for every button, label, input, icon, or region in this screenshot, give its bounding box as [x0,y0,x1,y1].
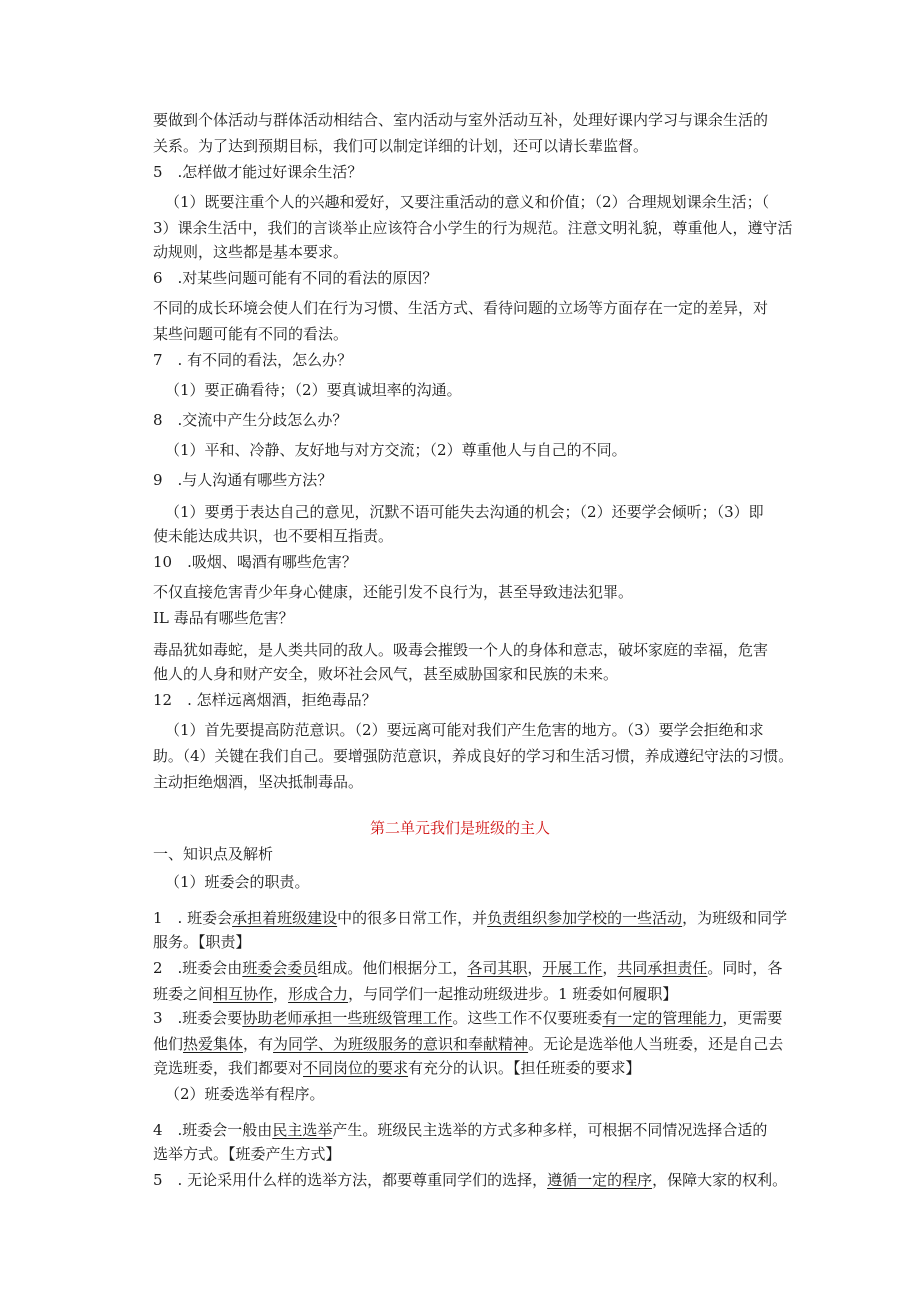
answer-line: 主动拒绝烟酒，坚决抵制毒品。 [153,773,364,791]
question-10: 10 .吸烟、喝酒有哪些危害？ [153,553,357,571]
underlined-term: 相互协作 [213,985,274,1003]
underlined-term: 民主选举 [272,1121,333,1139]
answer-line: 3）课余生活中，我们的言谈举止应该符合小学生的行为规范。注意文明礼貌，尊重他人，遵守活 [153,219,793,237]
question-12: 12 . 怎样远离烟酒，拒绝毒品？ [153,691,377,709]
underlined-term: 不同岗位的要求 [303,1059,409,1077]
underlined-term: 协助老师承担一些班级管理工作 [242,1009,453,1027]
unit-title: 第二单元我们是班级的主人 [370,819,551,837]
knowledge-item-2-cont: 班委之间相互协作，形成合力，与同学们一起推动班级进步。1 班委如何履职】 [153,985,678,1003]
paragraph-line: 关系。为了达到预期目标，我们可以制定详细的计划，还可以请长辈监督。 [153,137,649,155]
answer-line: 动规则，这些都是基本要求。 [153,243,349,261]
knowledge-item-2: 2 .班委会由班委会委员组成。他们根据分工，各司其职，开展工作，共同承担责任。同时，各 [153,959,783,977]
answer-line: （1）既要注重个人的兴趣和爱好，又要注重活动的意义和价值；（2）合理规划课余生活；（ [165,193,770,211]
underlined-term: 有一定的管理能力 [602,1009,723,1027]
question-7: 7 . 有不同的看法，怎么办？ [153,351,353,369]
answer-line: 某些问题可能有不同的看法。 [153,325,349,343]
underlined-term: 为同学、为班级服务的意识和奉献精神 [273,1035,529,1053]
answer-line: 毒品犹如毒蛇，是人类共同的敌人。吸毒会摧毁一个人的身体和意志，破坏家庭的幸福，危害 [153,641,769,659]
underlined-term: 开展工作 [542,959,603,977]
underlined-term: 负责组织参加学校的一些活动 [487,909,683,927]
knowledge-item-5: 5 . 无论采用什么样的选举方法，都要尊重同学们的选择，遵循一定的程序，保障大家的权利。 [153,1171,788,1189]
answer-line: 他人的人身和财产安全，败坏社会风气，甚至威胁国家和民族的未来。 [153,665,619,683]
question-5: 5 .怎样做才能过好课余生活？ [153,163,363,181]
underlined-term: 热爱集体 [183,1035,244,1053]
underlined-term: 各司其职 [467,959,528,977]
answer-line: 使未能达成共识，也不要相互指责。 [153,527,394,545]
knowledge-item-1: 1 . 班委会承担着班级建设中的很多日常工作，并负责组织参加学校的一些活动，为班级和同学 [153,909,788,927]
answer-line: 不仅直接危害青少年身心健康，还能引发不良行为，甚至导致违法犯罪。 [153,583,634,601]
knowledge-item-4-cont: 选举方式。【班委产生方式】 [153,1145,341,1163]
answer-line: （1）要勇于表达自己的意见，沉默不语可能失去沟通的机会；（2）还要学会倾听；（3）即 [165,503,764,521]
underlined-term: 共同承担责任 [617,959,708,977]
answer-line: （1）首先要提高防范意识。（2）要远离可能对我们产生危害的地方。（3）要学会拒绝和求 [165,721,764,739]
subsection-heading: （2）班委选举有程序。 [165,1085,325,1103]
question-11: IL 毒品有哪些危害？ [153,609,294,627]
underlined-term: 班委会委员 [242,959,318,977]
answer-line: （1）平和、冷静、友好地与对方交流；（2）尊重他人与自己的不同。 [165,441,627,459]
underlined-term: 承担着班级建设 [232,909,338,927]
answer-line: （1）要正确看待；（2）要真诚坦率的沟通。 [165,381,462,399]
knowledge-item-3-cont: 竞选班委，我们都要对不同岗位的要求有充分的认识。【担任班委的要求】 [153,1059,641,1077]
underlined-term: 遵循一定的程序 [547,1171,653,1189]
knowledge-item-3: 3 .班委会要协助老师承担一些班级管理工作。这些工作不仅要班委有一定的管理能力，更需要 [153,1009,783,1027]
question-8: 8 .交流中产生分歧怎么办？ [153,411,348,429]
question-6: 6 .对某些问题可能有不同的看法的原因？ [153,269,438,287]
paragraph-line: 要做到个体活动与群体活动相结合、室内活动与室外活动互补，处理好课内学习与课余生活的 [153,111,769,129]
answer-line: 助。（4）关键在我们自己。要增强防范意识，养成良好的学习和生活习惯，养成遵纪守法的习惯。 [153,747,794,765]
subsection-heading: （1）班委会的职责。 [165,873,310,891]
section-heading: 一、知识点及解析 [153,845,274,863]
knowledge-item-4: 4 .班委会一般由民主选举产生。班级民主选举的方式多种多样，可根据不同情况选择合适的 [153,1121,768,1139]
question-9: 9 .与人沟通有哪些方法？ [153,471,333,489]
underlined-term: 形成合力 [288,985,349,1003]
knowledge-item-3-cont: 他们热爱集体，有为同学、为班级服务的意识和奉献精神。无论是选举他人当班委，还是自己去 [153,1035,784,1053]
answer-line: 不同的成长环境会使人们在行为习惯、生活方式、看待问题的立场等方面存在一定的差异，对 [153,299,769,317]
knowledge-item-1-cont: 服务。【职责】 [153,933,251,951]
